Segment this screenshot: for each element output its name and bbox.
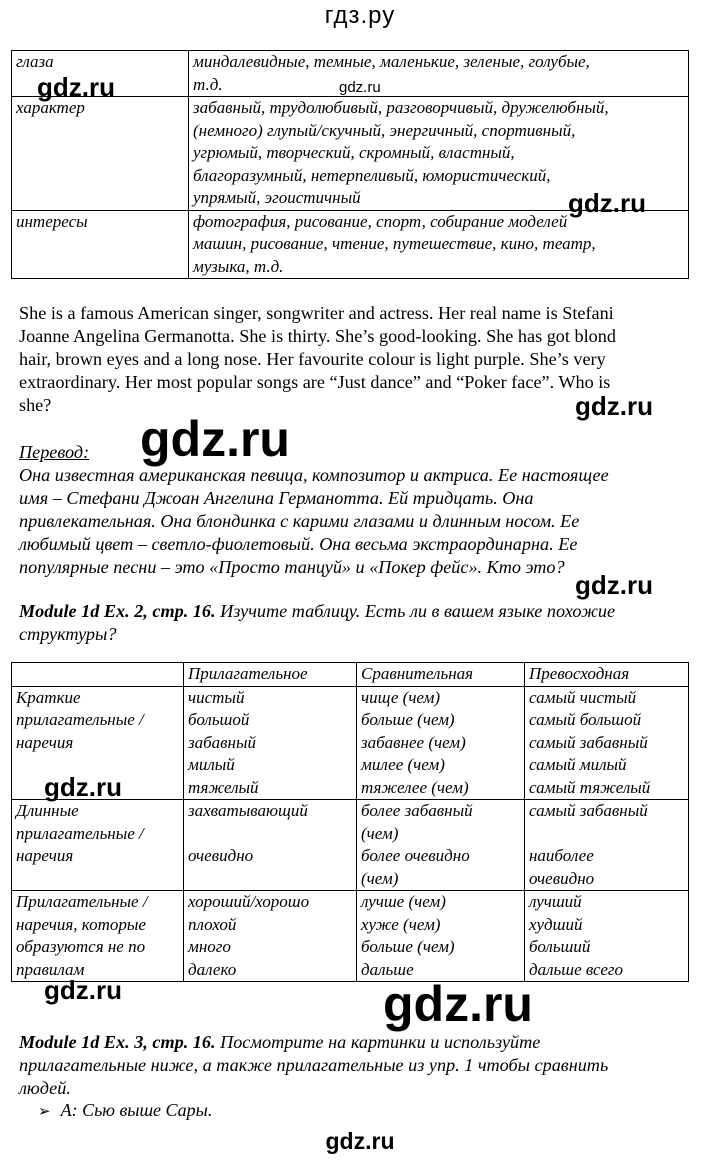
comparative-line: хуже (чем) bbox=[361, 914, 441, 934]
characteristic-values bbox=[189, 51, 689, 97]
translation-line: любимый цвет – светло-фиолетовый. Она весьма экстраординарна. Ее bbox=[19, 534, 578, 554]
english-text-line: hair, brown eyes and a long nose. Her favourite colour is light purple. She’s very bbox=[19, 349, 606, 369]
superlative-line: самый забавный bbox=[529, 801, 648, 820]
comparative-line: больше (чем) bbox=[361, 937, 455, 956]
category-line: прилагательные / bbox=[16, 823, 144, 843]
site-footer: gdz.ru bbox=[325, 1128, 395, 1154]
characteristic-value-line: миндалевидные, темные, маленькие, зеленые, голубые, bbox=[193, 52, 590, 71]
category-line: образуются не по bbox=[16, 937, 146, 956]
adjective-line bbox=[188, 823, 352, 846]
watermark: gdz.ru bbox=[568, 188, 646, 218]
watermark: gdz.ru bbox=[575, 391, 653, 421]
category-line: Краткие bbox=[16, 687, 81, 707]
comparison-row bbox=[12, 891, 689, 982]
characteristic-value-line: т.д. bbox=[193, 74, 223, 94]
watermark: gdz.ru bbox=[383, 976, 533, 1032]
characteristic-key: глаза bbox=[12, 51, 189, 97]
comparative-line: забавнее (чем) bbox=[361, 732, 466, 752]
superlative-cell bbox=[525, 891, 689, 982]
adjective-cell bbox=[184, 800, 357, 891]
category-line: прилагательные / bbox=[16, 710, 144, 729]
comparative-line: больше (чем) bbox=[361, 710, 455, 729]
adjective-line: захватывающий bbox=[188, 801, 308, 820]
category-line: правилам bbox=[16, 959, 85, 979]
adjective-line: милый bbox=[188, 755, 235, 774]
translation-line: привлекательная. Она блондинка с карими глазами и длинным носом. Ее bbox=[19, 511, 580, 531]
characteristic-value-line: фотография, рисование, спорт, собирание моделей bbox=[193, 211, 568, 231]
characteristic-key: интересы bbox=[12, 210, 189, 279]
superlative-line: лучший bbox=[529, 892, 582, 911]
translation-line: популярные песни – это «Просто танцуй» и «Покер фейс». Кто это? bbox=[19, 557, 565, 577]
category-line: Прилагательные / bbox=[16, 892, 148, 911]
adjective-line: очевидно bbox=[188, 846, 254, 865]
site-header: гдз.ру bbox=[324, 2, 396, 29]
superlative-line: самый тяжелый bbox=[529, 777, 651, 797]
exercise-3-label: Module 1d Ex. 3, стр. 16. bbox=[19, 1032, 216, 1052]
characteristic-value-line: угрюмый, творческий, скромный, властный, bbox=[193, 143, 515, 162]
exercise-3-text-line1: Посмотрите на картинки и используйте bbox=[215, 1032, 541, 1052]
adjective-line: далеко bbox=[188, 959, 237, 979]
superlative-line: самый большой bbox=[529, 710, 642, 729]
superlative-line: самый забавный bbox=[529, 732, 648, 752]
exercise-2-text-line1: Изучите таблицу. Есть ли в вашем языке похожие bbox=[215, 601, 616, 621]
comparison-row bbox=[12, 800, 689, 891]
characteristic-value-line: машин, рисование, чтение, путешествие, кино, театр, bbox=[193, 234, 596, 253]
superlative-line: наиболее bbox=[529, 846, 594, 865]
comparative-line: чище (чем) bbox=[361, 687, 441, 707]
translation-block bbox=[19, 441, 699, 579]
comparative-cell bbox=[357, 800, 525, 891]
english-text-line: Joanne Angelina Germanotta. She is thirty. She’s good-looking. She has got blond bbox=[19, 326, 616, 346]
translation-line: имя – Стефани Джоан Ангелина Германотта. Ей тридцать. Она bbox=[19, 488, 534, 508]
characteristics-row bbox=[12, 210, 689, 279]
characteristic-value-line: благоразумный, нетерпеливый, юмористический, bbox=[193, 165, 551, 185]
characteristic-values bbox=[189, 210, 689, 279]
example-text: A: Сью выше Сары. bbox=[60, 1100, 213, 1120]
adjective-cell bbox=[184, 686, 357, 800]
comparative-cell bbox=[357, 891, 525, 982]
exercise-2-text-line2: структуры? bbox=[19, 624, 117, 644]
superlative-line: дальше всего bbox=[529, 959, 624, 979]
adjective-line: хороший/хорошо bbox=[188, 892, 310, 911]
watermark: gdz.ru bbox=[575, 570, 653, 600]
adjective-line: забавный bbox=[188, 732, 257, 752]
characteristic-value-line: (немного) глупый/скучный, энергичный, спортивный, bbox=[193, 120, 576, 140]
comparative-line: милее (чем) bbox=[361, 755, 445, 774]
category-cell bbox=[12, 800, 184, 891]
comparative-line: дальше bbox=[361, 959, 414, 979]
watermark: gdz.ru bbox=[339, 79, 381, 96]
comparative-line: (чем) bbox=[361, 823, 399, 843]
superlative-cell bbox=[525, 800, 689, 891]
watermark: gdz.ru bbox=[44, 772, 122, 802]
exercise-2-label: Module 1d Ex. 2, стр. 16. bbox=[19, 601, 216, 621]
category-line: наречия, которые bbox=[16, 914, 146, 934]
comparative-line: тяжелее (чем) bbox=[361, 777, 469, 797]
header-comparative: Сравнительная bbox=[357, 663, 525, 687]
comparative-cell bbox=[357, 686, 525, 800]
watermark: gdz.ru bbox=[140, 411, 290, 467]
characteristic-key: характер bbox=[12, 97, 189, 211]
characteristic-value-line: музыка, т.д. bbox=[193, 256, 284, 276]
english-text-line: she? bbox=[19, 395, 52, 415]
adjective-cell bbox=[184, 891, 357, 982]
adjective-line: много bbox=[188, 937, 231, 956]
superlative-line bbox=[529, 823, 684, 846]
comparative-line: (чем) bbox=[361, 868, 399, 888]
comparative-line: более очевидно bbox=[361, 846, 470, 865]
header-superlative: Превосходная bbox=[525, 663, 689, 687]
adjective-line: тяжелый bbox=[188, 777, 259, 797]
superlative-cell bbox=[525, 686, 689, 800]
category-cell bbox=[12, 891, 184, 982]
adjective-line: чистый bbox=[188, 687, 245, 707]
header-empty bbox=[12, 663, 184, 687]
superlative-line: самый чистый bbox=[529, 687, 637, 707]
translation-line: Она известная американская певица, композитор и актриса. Ее настоящее bbox=[19, 465, 609, 485]
arrow-bullet-icon: ➢ bbox=[38, 1104, 51, 1120]
translation-heading: Перевод: bbox=[19, 442, 90, 462]
characteristic-value-line: упрямый, эгоистичный bbox=[193, 188, 361, 207]
exercise-3-text-line2: прилагательные ниже, а также прилагательные из упр. 1 чтобы сравнить bbox=[19, 1055, 609, 1075]
superlative-line: больший bbox=[529, 937, 591, 956]
header-adjective: Прилагательное bbox=[184, 663, 357, 687]
comparison-table bbox=[11, 662, 689, 982]
category-line: Длинные bbox=[16, 801, 79, 820]
adjective-line: плохой bbox=[188, 914, 237, 934]
characteristic-value-line: забавный, трудолюбивый, разговорчивый, дружелюбный, bbox=[193, 98, 609, 117]
comparison-header-row bbox=[12, 663, 689, 687]
watermark: gdz.ru bbox=[44, 975, 122, 1005]
exercise-3-instruction bbox=[19, 1031, 699, 1100]
superlative-line: очевидно bbox=[529, 868, 595, 888]
exercise-3-text-line3: людей. bbox=[19, 1078, 71, 1098]
adjective-line: большой bbox=[188, 710, 250, 729]
comparative-line: лучше (чем) bbox=[361, 892, 446, 911]
comparative-line: более забавный bbox=[361, 801, 473, 820]
exercise-2-instruction bbox=[19, 600, 699, 646]
category-line: наречия bbox=[16, 732, 74, 752]
superlative-line: худший bbox=[529, 914, 583, 934]
superlative-line: самый милый bbox=[529, 755, 627, 774]
example-bullet bbox=[38, 1100, 212, 1121]
english-text-line: She is a famous American singer, songwriter and actress. Her real name is Stefani bbox=[19, 303, 614, 323]
english-text-line: extraordinary. Her most popular songs are “Just dance” and “Poker face”. Who is bbox=[19, 372, 611, 392]
watermark: gdz.ru bbox=[37, 72, 115, 102]
category-line: наречия bbox=[16, 846, 74, 865]
